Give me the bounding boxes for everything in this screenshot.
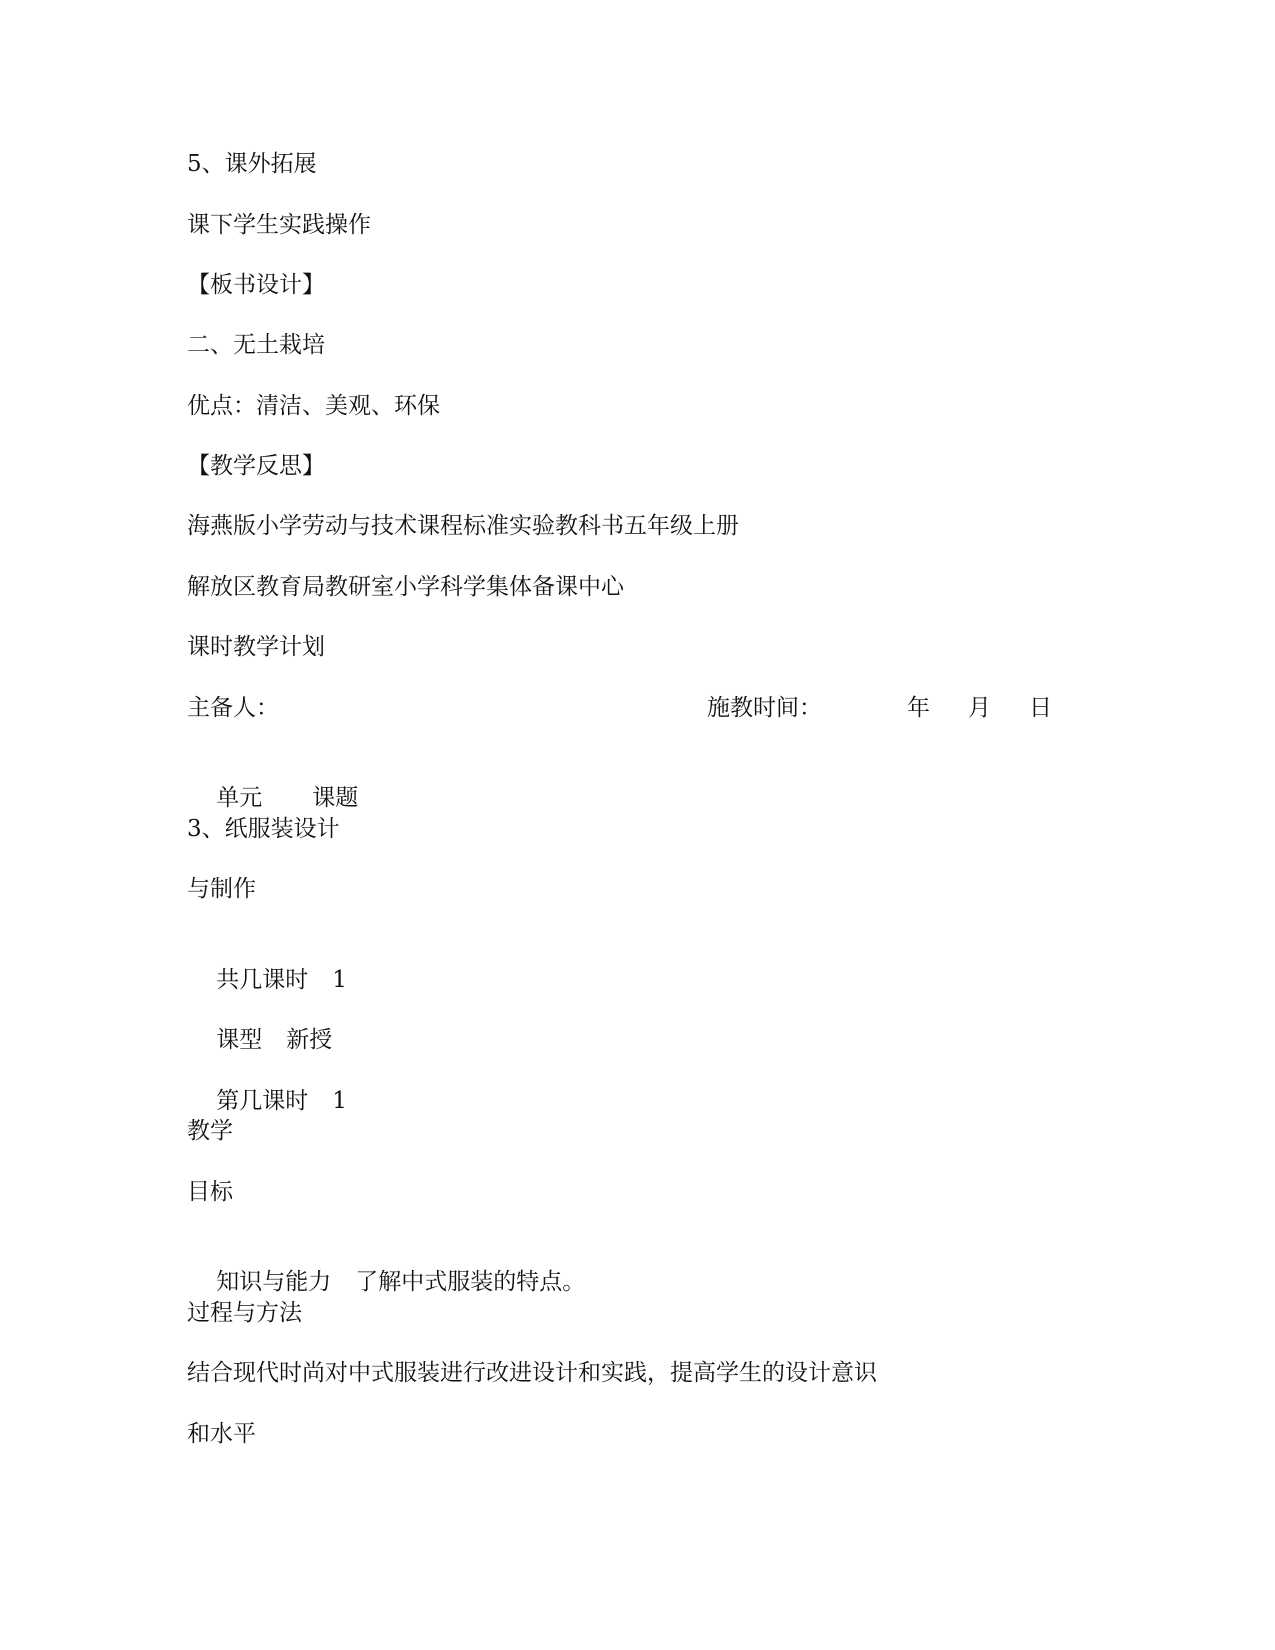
lesson-type-row (187, 995, 333, 1053)
teaching-reflection-heading: 【教学反思】 (187, 453, 325, 479)
textbook-title: 海燕版小学劳动与技术课程标准实验教科书五年级上册 (187, 513, 739, 539)
lesson-number-row (187, 1056, 347, 1114)
lesson-number-value: 1 (332, 1088, 347, 1114)
topic-label: 课题 (312, 785, 359, 811)
extracurricular-text: 课下学生实践操作 (187, 212, 371, 238)
preparer-time-row (187, 693, 1087, 723)
lesson-number-label: 第几课时 (216, 1088, 309, 1114)
total-lessons-row (187, 935, 347, 993)
knowledge-ability-row (187, 1237, 586, 1295)
lesson-type-value: 新授 (286, 1027, 333, 1053)
knowledge-ability-text: 了解中式服装的特点。 (355, 1269, 586, 1295)
section-extracurricular-heading: 5、课外拓展 (187, 151, 317, 177)
unit-topic-row (187, 753, 359, 811)
process-method-text-line2: 和水平 (187, 1421, 256, 1447)
month-label: 月 (968, 695, 991, 721)
total-lessons-value: 1 (332, 967, 347, 993)
preparer-label: 主备人： (187, 695, 279, 721)
board-item-soilless-cultivation: 二、无土栽培 (187, 332, 325, 358)
topic-title-line1: 3、纸服装设计 (187, 816, 340, 842)
lesson-plan-title: 课时教学计划 (187, 634, 325, 660)
objectives-label: 目标 (187, 1179, 233, 1205)
lesson-type-label: 课型 (216, 1027, 263, 1053)
board-item-advantages: 优点：清洁、美观、环保 (187, 393, 440, 419)
topic-title-line2: 与制作 (187, 876, 256, 902)
teaching-time-label: 施教时间： (707, 695, 822, 721)
day-label: 日 (1029, 695, 1052, 721)
unit-label: 单元 (216, 785, 263, 811)
teaching-label: 教学 (187, 1118, 233, 1144)
year-label: 年 (907, 695, 930, 721)
board-design-heading: 【板书设计】 (187, 272, 325, 298)
knowledge-ability-label: 知识与能力 (216, 1269, 332, 1295)
process-method-label: 过程与方法 (187, 1300, 302, 1326)
process-method-text-line1: 结合现代时尚对中式服装进行改进设计和实践，提高学生的设计意识 (187, 1360, 877, 1386)
office-name: 解放区教育局教研室小学科学集体备课中心 (187, 574, 624, 600)
total-lessons-label: 共几课时 (216, 967, 309, 993)
